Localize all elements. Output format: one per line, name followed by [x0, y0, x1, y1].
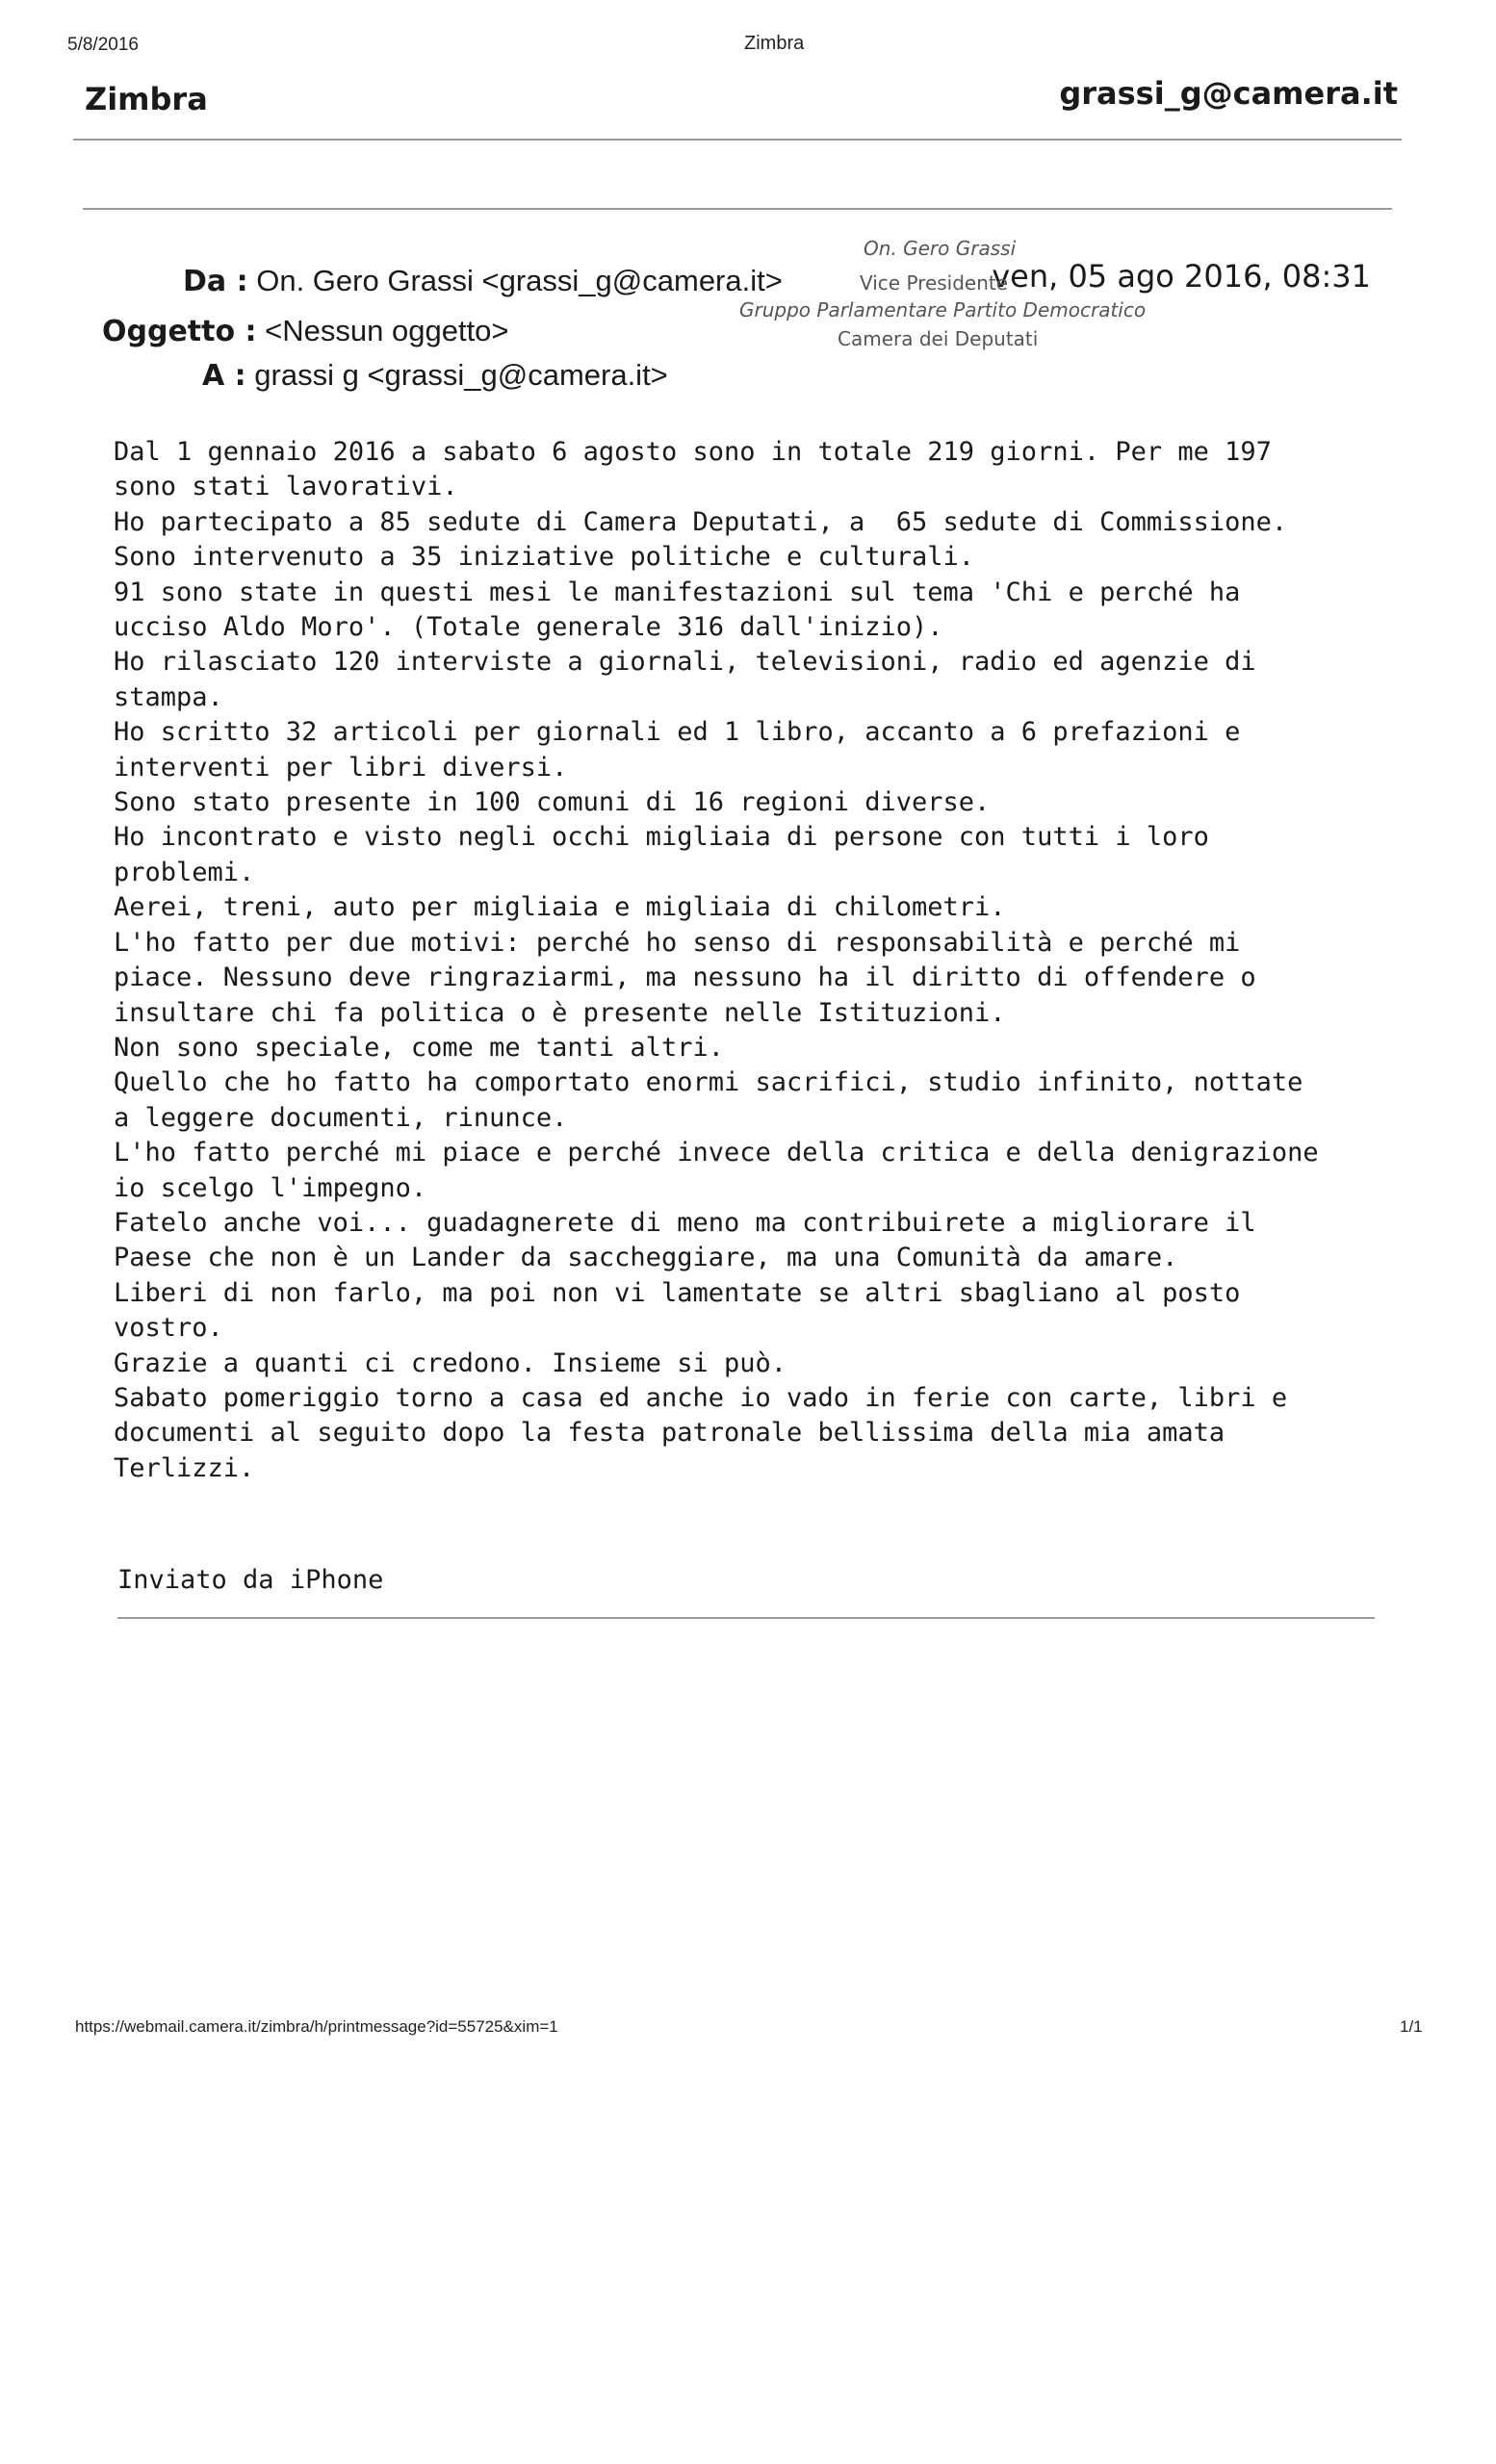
to-row	[202, 358, 668, 393]
to-label: A :	[202, 359, 246, 393]
stamp-group: Gruppo Parlamentare Partito Democratico	[739, 298, 1147, 321]
body-divider	[117, 1617, 1375, 1619]
from-label: Da :	[183, 265, 248, 298]
subject-row	[102, 314, 509, 348]
print-url: https://webmail.camera.it/zimbra/h/printmessage?id=55725&xim=1	[75, 2017, 558, 2036]
print-date: 5/8/2016	[67, 35, 139, 55]
signature-stamp	[712, 237, 1155, 362]
message-signoff: Inviato da iPhone	[117, 1565, 384, 1595]
stamp-name: On. Gero Grassi	[864, 237, 1017, 260]
header-divider	[73, 139, 1402, 141]
page-number: 1/1	[1400, 2017, 1423, 2036]
print-title: Zimbra	[744, 33, 805, 54]
account-email: grassi_g@camera.it	[1059, 75, 1398, 112]
from-row	[183, 264, 783, 298]
to-value: grassi g <grassi_g@camera.it>	[254, 358, 668, 392]
subject-value: <Nessun oggetto>	[265, 314, 509, 347]
stamp-role: Vice Presidente	[860, 271, 1009, 295]
stamp-house: Camera dei Deputati	[838, 327, 1039, 350]
message-divider	[83, 208, 1392, 210]
message-date: ven, 05 ago 2016, 08:31	[992, 258, 1371, 295]
message-body: Dal 1 gennaio 2016 a sabato 6 agosto sono in totale 219 giorni. Per me 197 sono stati lavorativi. Ho partecipato a 85 sedute di Camera Deputati, a 65 sedute di Commissione. Sono intervenuto a 35 iniziative politiche e culturali. 91 sono state in questi mesi le manifestazioni sul tema 'Chi e perché ha ucciso Aldo Moro'. (Totale generale 316 dall'inizio). Ho rilasciato 120 interviste a giornali, televisioni, radio ed agenzie di stampa. Ho scritto 32 articoli per giornali ed 1 libro, accanto a 6 prefazioni e interventi per libri diversi. Sono stato presente in 100 comuni di 16 regioni diverse. Ho incontrato e visto negli occhi migliaia di persone con tutti i loro problemi. Aerei, treni, auto per migliaia e migliaia di chilometri. L'ho fatto per due motivi: perché ho senso di responsabilità e perché mi piace. Nessuno deve ringraziarmi, ma nessuno ha il diritto di offendere o insultare chi fa politica o è presente nelle Istituzioni. Non sono speciale, come me tanti altri. Quello che ho fatto ha comportato enormi sacrifici, studio infinito, nottate a leggere documenti, rinunce. L'ho fatto perché mi piace e perché invece della critica e della denigrazione io scelgo l'impegno. Fatelo anche voi... guadagnerete di meno ma contribuirete a migliorare il Paese che non è un Lander da saccheggiare, ma una Comunità da amare. Liberi di non farlo, ma poi non vi lamentate se altri sbagliano al posto vostro. Grazie a quanti ci credono. Insieme si può. Sabato pomeriggio torno a casa ed anche io vado in ferie con carte, libri e documenti al seguito dopo la festa patronale bellissima della mia amata Terlizzi.	[114, 437, 1319, 1483]
app-name: Zimbra	[85, 81, 208, 117]
from-value: On. Gero Grassi <grassi_g@camera.it>	[256, 264, 783, 297]
subject-label: Oggetto :	[102, 315, 257, 348]
